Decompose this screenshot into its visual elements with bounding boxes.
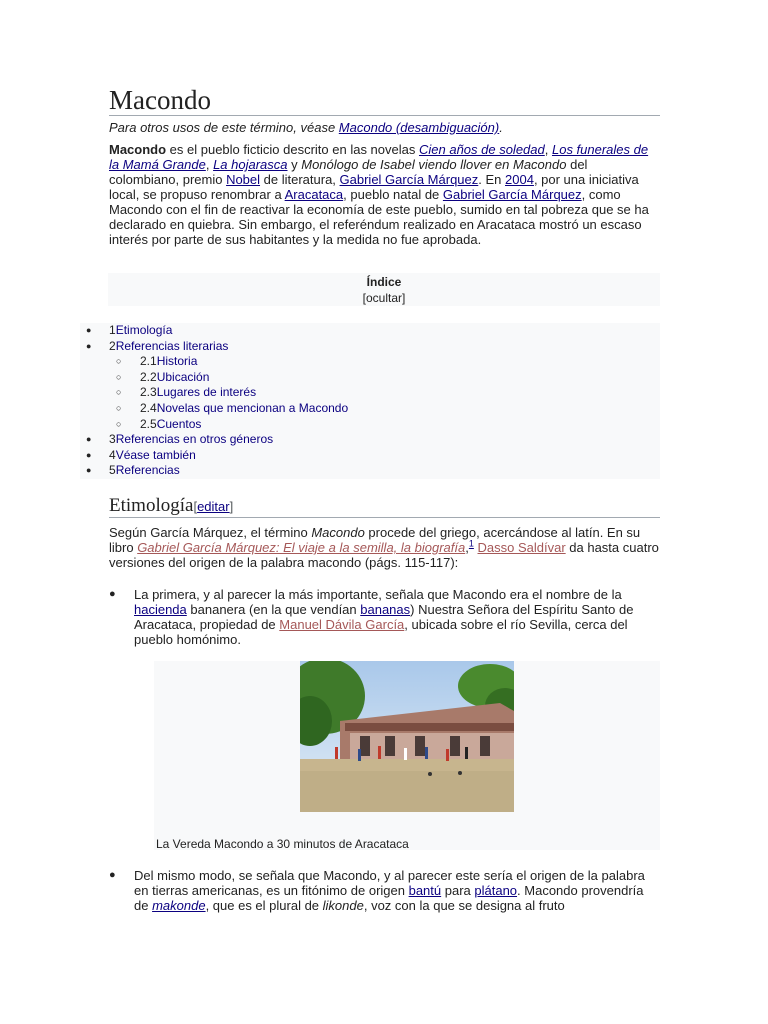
body-text: , voz con la que se designa al fruto (363, 898, 565, 913)
link-manuel-davila[interactable]: Manuel Dávila García (279, 617, 405, 632)
hatnote-text: Para otros usos de este término, véase (109, 120, 339, 135)
lead-text: . En (478, 172, 506, 187)
circle-bullet-icon: ○ (116, 418, 122, 429)
lead-text: , (544, 142, 552, 157)
link-la-hojarasca[interactable]: La hojarasca (213, 157, 288, 172)
disambiguation-link[interactable]: Macondo (desambiguación) (338, 120, 500, 135)
body-text: La primera, y al parecer la más importante, señala que Macondo era el nombre de la (134, 587, 622, 602)
link-garcia-marquez[interactable]: Gabriel García Márquez (339, 172, 479, 187)
page-title: Macondo (109, 84, 660, 116)
toc-number: 2.2 (140, 369, 157, 384)
toc-number: 2 (109, 338, 116, 353)
toc-number: 2.1 (140, 354, 157, 369)
toc-link[interactable]: Ubicación (156, 369, 210, 384)
toc-link[interactable]: Referencias (115, 463, 180, 478)
lead-italic-title: Monólogo de Isabel viendo llover en Macondo (301, 157, 567, 172)
hatnote (109, 120, 660, 135)
toc-list (80, 323, 660, 479)
toc-toggle[interactable] (108, 291, 660, 306)
circle-bullet-icon: ○ (116, 402, 122, 413)
body-text: , que es el plural de (205, 898, 323, 913)
toc-item[interactable] (80, 385, 660, 401)
toc-item[interactable] (80, 401, 660, 417)
toc-item[interactable] (80, 370, 660, 386)
lead-text: , pueblo natal de (343, 187, 443, 202)
edit-section (193, 499, 233, 514)
bullet-icon: ● (86, 465, 92, 476)
photo-image (300, 661, 514, 812)
toc-item[interactable] (80, 448, 660, 464)
lead-text: , (205, 157, 214, 172)
toc-number: 2.4 (140, 400, 157, 415)
toc-item[interactable] (80, 354, 660, 370)
reference-1[interactable]: 1 (468, 538, 474, 549)
link-makonde[interactable]: makonde (152, 898, 206, 913)
toc-number: 2.5 (140, 416, 157, 431)
circle-bullet-icon: ○ (116, 356, 122, 367)
toc-link[interactable]: Referencias en otros géneros (115, 432, 274, 447)
link-garcia-marquez-2[interactable]: Gabriel García Márquez (442, 187, 582, 202)
edit-bracket-close: ] (229, 499, 234, 514)
toc-header (108, 273, 660, 306)
link-2004[interactable]: 2004 (505, 172, 534, 187)
body-text: , (465, 540, 469, 555)
bullet-icon: ● (86, 340, 92, 351)
toc-link[interactable]: Historia (156, 354, 198, 369)
etimologia-paragraph (109, 525, 660, 570)
toc-title: Índice (366, 275, 402, 289)
toc-item[interactable] (80, 323, 660, 339)
lead-text: del colombiano, premio (109, 157, 588, 187)
body-text: bananera (en la que vendían (186, 602, 361, 617)
body-italic: Macondo (311, 525, 365, 540)
toc-link[interactable]: Etimología (115, 323, 173, 337)
link-nobel[interactable]: Nobel (226, 172, 261, 187)
section-heading-text: Etimología (109, 495, 194, 516)
photo-vereda-macondo[interactable] (300, 661, 514, 812)
link-dasso-saldivar[interactable]: Dasso Saldívar (477, 540, 566, 555)
link-cien-anos[interactable]: Cien años de soledad (418, 142, 545, 157)
link-platano[interactable]: plátano (474, 883, 518, 898)
lead-text: , como Macondo con el fin de reactivar la economía de este pueblo, sumido en tal pobreza que se ha declarado en quiebra. Sin embargo, el referéndum realizado en Aracataca mostró un escaso interés por parte de sus habitantes y la medida no fue aprobada. (109, 187, 649, 247)
lead-text: de literatura, (260, 172, 340, 187)
body-italic: likonde (322, 898, 364, 913)
bullet-icon: ● (86, 449, 92, 460)
bullet-icon: ● (86, 434, 92, 445)
body-text: procede del griego, acercándose al latín. En su libro (109, 525, 641, 555)
link-bananas[interactable]: bananas (360, 602, 411, 617)
toc-item[interactable] (80, 339, 660, 355)
link-biografia[interactable]: Gabriel García Márquez: El viaje a la semilla, la biografía (137, 540, 466, 555)
toc-number: 2.3 (140, 385, 157, 400)
body-text: da hasta cuatro versiones del origen de la palabra macondo (págs. 115-117): (109, 540, 659, 570)
body-text: ) Nuestra Señora del Espíritu Santo de Aracataca, propiedad de (134, 602, 634, 632)
link-aracataca[interactable]: Aracataca (284, 187, 344, 202)
bullet-icon: ● (86, 325, 92, 335)
toc-toggle-link[interactable]: [ocultar] (362, 291, 406, 305)
toc-number: 3 (109, 432, 116, 447)
link-los-funerales[interactable]: Los funerales de la Mamá Grande (109, 142, 649, 172)
bullet-icon: ● (109, 588, 116, 600)
body-text: , ubicada sobre el río Sevilla, cerca del pueblo homónimo. (134, 617, 628, 647)
toc-item[interactable] (80, 432, 660, 448)
toc-link[interactable]: Novelas que mencionan a Macondo (156, 400, 349, 415)
lead-subject: Macondo (109, 142, 167, 157)
section-heading-etimologia (109, 495, 660, 518)
lead-text: y (287, 157, 302, 172)
lead-paragraph (109, 142, 660, 247)
toc-number: 4 (109, 447, 116, 462)
body-text: Según García Márquez, el término (109, 525, 312, 540)
bullet-icon: ● (109, 869, 116, 881)
toc-link[interactable]: Lugares de interés (156, 385, 257, 400)
toc-item[interactable] (80, 417, 660, 433)
figure-caption: La Vereda Macondo a 30 minutos de Aracataca (156, 837, 409, 851)
body-text: . Macondo provendría de (134, 883, 644, 913)
thumbnail-figure (154, 661, 660, 850)
link-hacienda[interactable]: hacienda (134, 602, 187, 617)
hatnote-suffix: . (499, 120, 503, 135)
toc-link[interactable]: Referencias literarias (115, 338, 229, 353)
lead-text: es el pueblo ficticio descrito en las novelas (166, 142, 419, 157)
circle-bullet-icon: ○ (116, 387, 122, 398)
body-text: para (441, 883, 475, 898)
link-bantu[interactable]: bantú (408, 883, 442, 898)
lead-text: , por una iniciativa local, se propuso renombrar a (109, 172, 639, 202)
body-text: Del mismo modo, se señala que Macondo, y al parecer este sería el origen de la palabra en tierras americanas, es un fitónimo de origen (134, 868, 645, 898)
toc-number: 5 (109, 463, 116, 478)
edit-link[interactable]: editar (197, 499, 230, 514)
toc-number: 1 (109, 323, 116, 337)
toc-link[interactable]: Cuentos (156, 416, 202, 431)
toc-link[interactable]: Véase también (115, 447, 196, 462)
circle-bullet-icon: ○ (116, 371, 122, 382)
edit-bracket-open: [ (193, 499, 198, 514)
toc-item[interactable] (80, 463, 660, 479)
